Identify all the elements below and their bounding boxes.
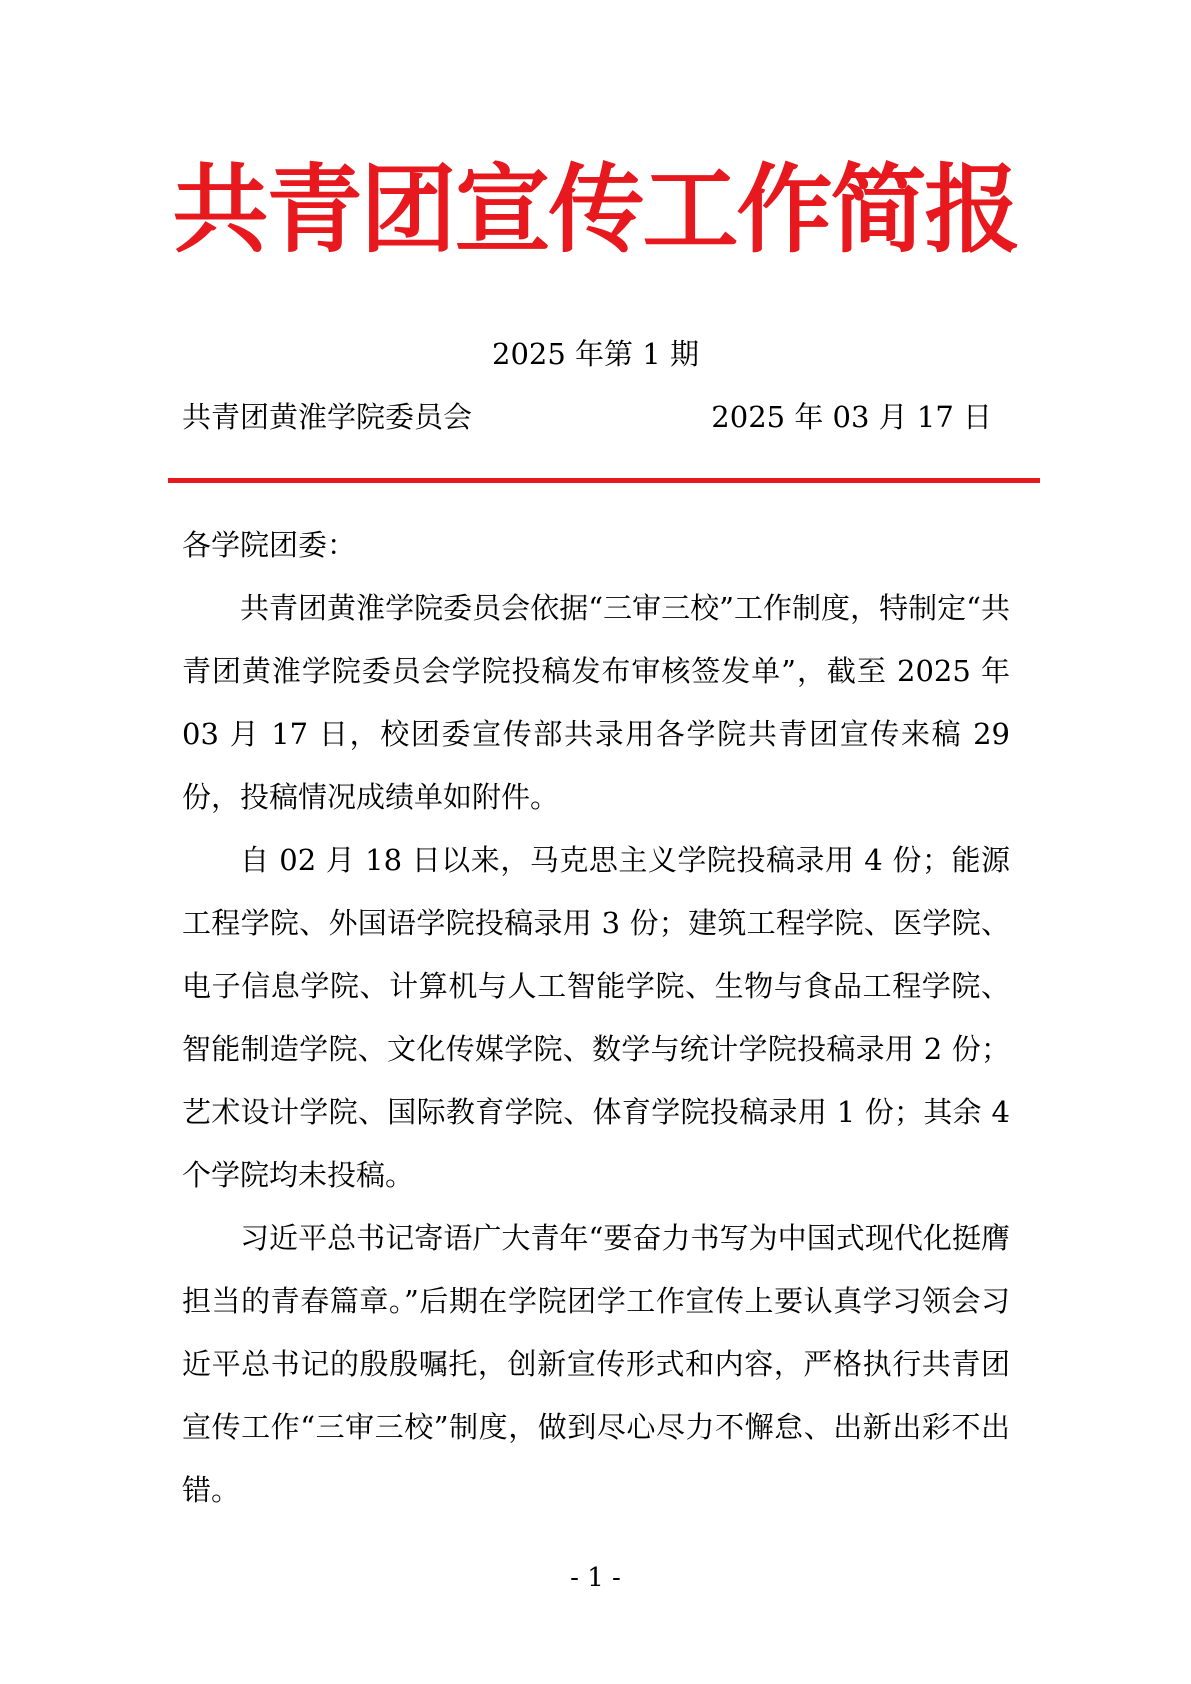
masthead-title: 共青团宣传工作简报: [172, 154, 1019, 266]
issue-number: 2025 年第 1 期: [492, 337, 699, 371]
issuer-organization: 共青团黄淮学院委员会: [182, 400, 473, 434]
issue-date: 2025 年 03 月 17 日: [711, 400, 992, 434]
document-body: [182, 514, 1010, 1522]
issuer-row: [182, 397, 992, 437]
body-paragraph: 习近平总书记寄语广大青年“要奋力书写为中国式现代化挺膺担当的青春篇章。”后期在学院团学工作宣传上要认真学习领会习近平总书记的殷殷嘱托，创新宣传形式和内容，严格执行共青团宣传工作“三审三校”制度，做到尽心尽力不懈怠、出新出彩不出错。: [182, 1221, 1010, 1507]
body-paragraph: 共青团黄淮学院委员会依据“三审三校”工作制度，特制定“共青团黄淮学院委员会学院投稿发布审核签发单”，截至 2025 年 03 月 17 日，校团委宣传部共录用各学院共青团宣传来稿 29 份，投稿情况成绩单如附件。: [182, 591, 1010, 814]
salutation: 各学院团委：: [182, 528, 357, 562]
body-paragraph: 自 02 月 18 日以来，马克思主义学院投稿录用 4 份；能源工程学院、外国语学院投稿录用 3 份；建筑工程学院、医学院、电子信息学院、计算机与人工智能学院、生物与食品工程学院、智能制造学院、文化传媒学院、数学与统计学院投稿录用 2 份；艺术设计学院、国际教育学院、体育学院投稿录用 1 份；其余 4 个学院均未投稿。: [182, 843, 1010, 1192]
header-divider: [168, 478, 1040, 483]
page-number: - 1 -: [570, 1563, 621, 1593]
